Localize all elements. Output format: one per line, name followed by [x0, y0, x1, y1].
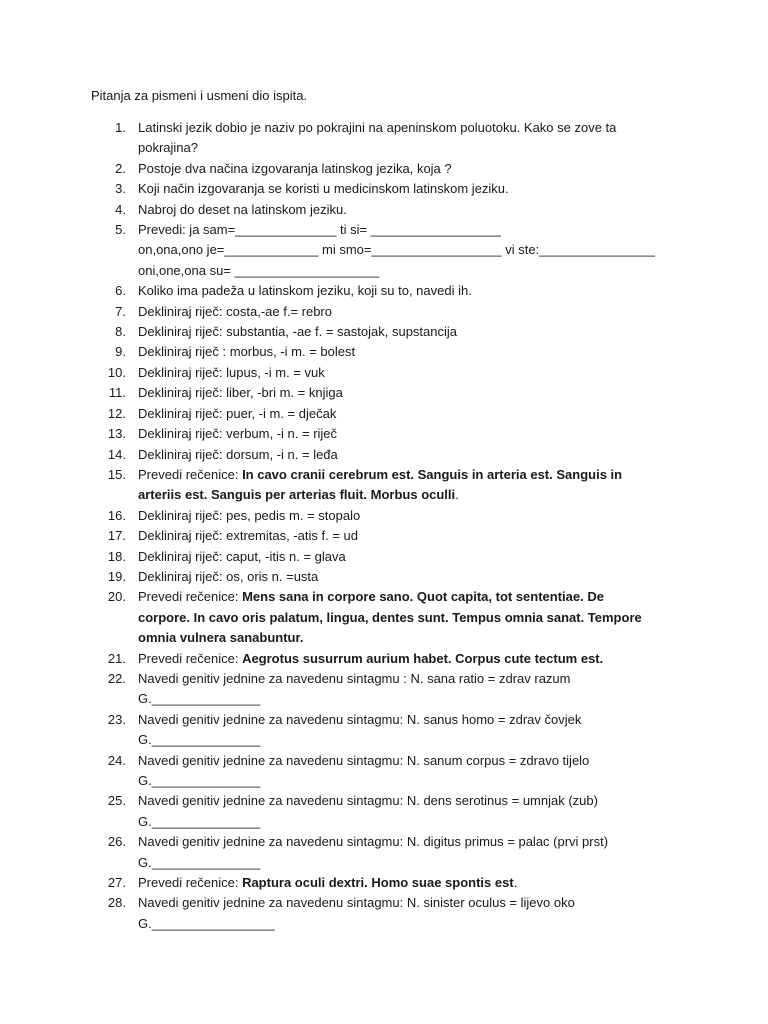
question-text: Koliko ima padeža u latinskom jeziku, koji su to, navedi ih. [138, 283, 472, 299]
question-item [90, 220, 690, 281]
question-text: Nabroj do deset na latinskom jeziku. [138, 201, 347, 217]
question-number: 25. [107, 793, 126, 809]
question-prefix: Prevedi rečenice: [138, 650, 243, 666]
question-item [90, 710, 690, 751]
question-continuation: oni,one,ona su= ____________________ [138, 262, 380, 278]
question-number: 16. [107, 507, 126, 523]
question-number: 18. [107, 548, 126, 564]
question-item [90, 118, 690, 159]
question-suffix: . [455, 487, 459, 503]
question-number: 14. [107, 446, 126, 462]
question-number: 2. [115, 160, 126, 176]
question-number: 5. [115, 222, 126, 238]
question-number: 19. [107, 568, 126, 584]
question-number: 22. [107, 670, 126, 686]
question-number: 7. [115, 303, 126, 319]
question-continuation: G._______________ [138, 854, 261, 870]
question-text: Dekliniraj riječ: extremitas, -atis f. = ud [138, 528, 358, 544]
latin-sentences: omnia vulnera sanabuntur. [138, 630, 304, 646]
question-text: Dekliniraj riječ: puer, -i m. = dječak [138, 405, 337, 421]
question-text [138, 465, 690, 485]
question-item [90, 465, 690, 506]
question-number: 8. [115, 324, 126, 340]
question-number: 13. [107, 426, 126, 442]
question-text: Postoje dva načina izgovaranja latinskog jezika, koja ? [138, 160, 452, 176]
question-number: 3. [115, 181, 126, 197]
question-text: Koji način izgovaranja se koristi u medicinskom latinskom jeziku. [138, 181, 509, 197]
question-text: Dekliniraj riječ: costa,-ae f.= rebro [138, 303, 332, 319]
question-number: 1. [115, 120, 126, 135]
question-number: 24. [107, 752, 126, 768]
question-continuation: G._______________ [138, 773, 261, 788]
question-number: 15. [107, 466, 126, 482]
question-text: Dekliniraj riječ: lupus, -i m. = vuk [138, 364, 325, 380]
question-item [90, 893, 690, 934]
question-item [90, 832, 690, 873]
question-text: Dekliniraj riječ: substantia, -ae f. = sastojak, supstancija [138, 324, 458, 340]
question-item [90, 404, 690, 424]
question-item [90, 363, 690, 383]
question-item [90, 547, 690, 567]
question-item [90, 873, 690, 893]
question-continuation [138, 628, 690, 648]
latin-sentences: Aegrotus susurrum aurium habet. Corpus cute tectum est. [242, 650, 604, 666]
question-continuation: on,ona,ono je=_____________ mi smo=__________________ vi ste:________________ [138, 242, 655, 258]
question-number: 27. [107, 875, 126, 891]
question-item [90, 649, 690, 669]
question-text: Navedi genitiv jednine za navedenu sintagmu: N. sanus homo = zdrav čovjek [138, 711, 582, 727]
question-continuation [138, 485, 690, 505]
question-item [90, 526, 690, 546]
question-continuation: G._______________ [138, 732, 261, 748]
question-suffix: . [513, 875, 518, 891]
question-item [90, 669, 690, 710]
latin-sentences: corpore. In cavo oris palatum, lingua, dentes sunt. Tempus omnia sanat. Tempore [138, 609, 642, 625]
question-text: Dekliniraj riječ : morbus, -i m. = bolest [138, 344, 356, 360]
question-number: 9. [115, 344, 126, 360]
question-item [90, 791, 690, 832]
latin-sentences: Mens sana in corpore sano. Quot capita, tot sententiae. De [242, 589, 604, 605]
question-text: Dekliniraj riječ: os, oris n. =usta [138, 568, 319, 584]
question-prefix: Prevedi rečenice: [138, 589, 243, 605]
question-number: 21. [107, 650, 126, 666]
question-number: 20. [107, 589, 126, 605]
question-continuation: G._______________ [138, 813, 261, 829]
page-title: Pitanja za pismeni i usmeni dio ispita. [91, 88, 308, 103]
latin-sentences: arteriis est. Sanguis per arterias fluit. Morbus oculli [138, 487, 456, 503]
question-text [138, 649, 690, 669]
question-prefix: Prevedi rečenice: [138, 875, 243, 891]
question-text: Navedi genitiv jednine za navedenu sintagmu: N. digitus primus = palac (prvi prst) [138, 834, 609, 850]
question-item [90, 567, 690, 587]
question-item [90, 302, 690, 322]
question-continuation [138, 608, 690, 628]
question-item [90, 322, 690, 342]
question-number: 26. [107, 834, 126, 850]
question-prefix: Prevedi rečenice: [138, 466, 243, 482]
question-text: Dekliniraj riječ: liber, -bri m. = knjiga [138, 385, 343, 401]
question-item [90, 424, 690, 444]
question-text: Navedi genitiv jednine za navedenu sintagmu : N. sana ratio = zdrav razum [138, 670, 571, 686]
question-item [90, 751, 690, 792]
question-text: Navedi genitiv jednine za navedenu sintagmu: N. sanum corpus = zdravo tijelo [138, 752, 590, 768]
question-continuation: pokrajina? [138, 140, 198, 156]
question-text: Dekliniraj riječ: verbum, -i n. = riječ [138, 426, 338, 442]
question-item [90, 445, 690, 465]
question-number: 28. [107, 895, 126, 911]
latin-sentences: In cavo cranii cerebrum est. Sanguis in arteria est. Sanguis in [242, 466, 623, 482]
question-item [90, 281, 690, 301]
question-item [90, 179, 690, 199]
question-number: 12. [107, 405, 126, 421]
question-text [138, 873, 690, 893]
question-text: Navedi genitiv jednine za navedenu sintagmu: N. sinister oculus = lijevo oko [138, 895, 575, 911]
question-item [90, 159, 690, 179]
question-list [90, 118, 690, 934]
question-number: 10. [107, 364, 126, 380]
question-text: Latinski jezik dobio je naziv po pokrajini na apeninskom poluotoku. Kako se zove ta [138, 120, 617, 135]
question-item [90, 587, 690, 648]
question-item [90, 383, 690, 403]
question-text [138, 587, 690, 607]
question-text: Dekliniraj riječ: pes, pedis m. = stopalo [138, 507, 361, 523]
question-number: 11. [108, 385, 126, 401]
question-item [90, 506, 690, 526]
question-text: Navedi genitiv jednine za navedenu sintagmu: N. dens serotinus = umnjak (zub) [138, 793, 598, 809]
question-text: Prevedi: ja sam=______________ ti si= __________________ [138, 222, 501, 238]
question-continuation: G._________________ [138, 915, 275, 931]
question-number: 23. [107, 711, 126, 727]
question-text: Dekliniraj riječ: dorsum, -i n. = leđa [138, 446, 338, 462]
question-item [90, 342, 690, 362]
question-continuation: G._______________ [138, 691, 261, 707]
question-number: 17. [107, 528, 126, 544]
question-number: 4. [115, 201, 126, 217]
latin-sentences: Raptura oculi dextri. Homo suae spontis est [242, 875, 514, 891]
question-number: 6. [115, 283, 126, 299]
question-item [90, 200, 690, 220]
question-text: Dekliniraj riječ: caput, -itis n. = glava [138, 548, 346, 564]
